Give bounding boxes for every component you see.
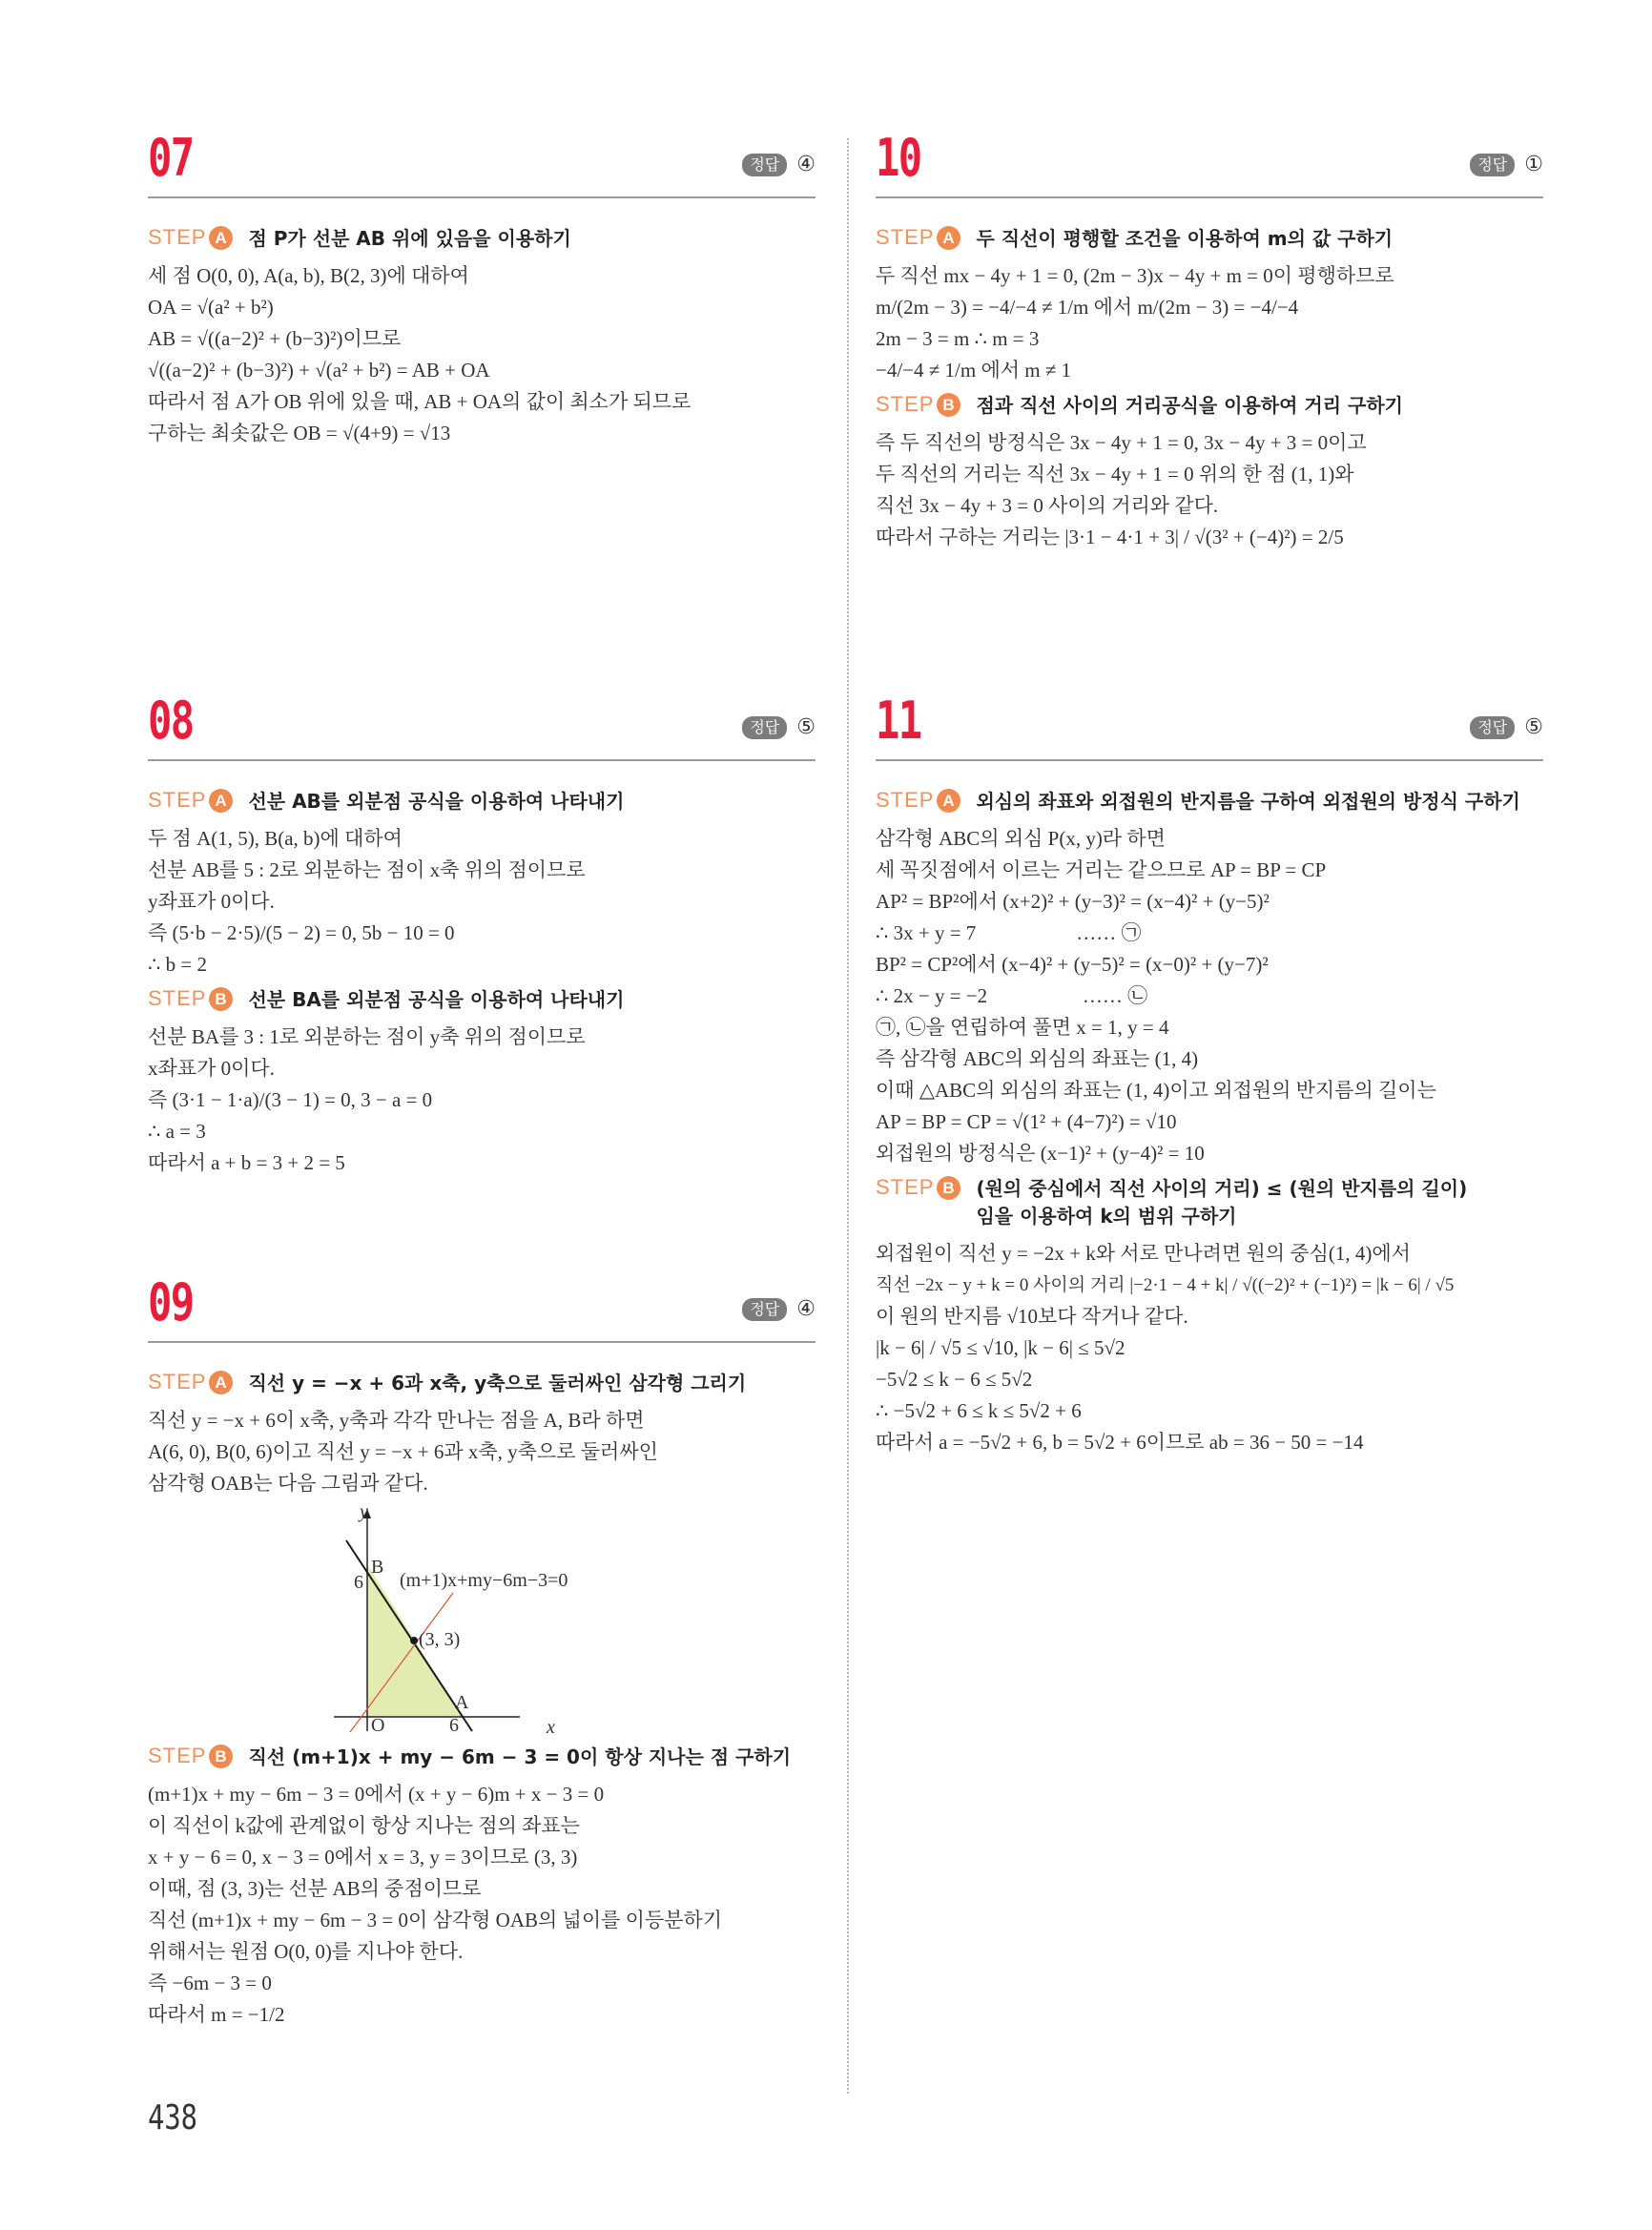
solution-line: 외접원이 직선 y = −2x + k와 서로 만나려면 원의 중심(1, 4)에서 [876, 1242, 1411, 1265]
problem-number: 11 [876, 691, 921, 751]
solution-line: 두 직선의 거리는 직선 3x − 4y + 1 = 0 위의 한 점 (1, 1)와 [876, 463, 1354, 485]
solution-line: ∴ −5√2 + 6 ≤ k ≤ 5√2 + 6 [876, 1399, 1082, 1422]
solution-line: 이 원의 반지름 √10보다 작거나 같다. [876, 1305, 1188, 1328]
problem-body [876, 198, 1543, 553]
solution-line: 두 직선 mx − 4y + 1 = 0, (2m − 3)x − 4y + m = 0이 평행하므로 [876, 264, 1394, 287]
solution-line: BP² = CP²에서 (x−4)² + (y−5)² = (x−0)² + (y−7)² [876, 953, 1269, 976]
answer-label: 정답 [1470, 716, 1515, 739]
problem-body [148, 1343, 816, 2031]
step-badge-icon: B [209, 987, 233, 1011]
solution-line: |k − 6| / √5 ≤ √10, |k − 6| ≤ 5√2 [876, 1336, 1125, 1359]
graph-svg [329, 1507, 577, 1736]
problem-number: 07 [148, 128, 194, 188]
solution-line: 세 꼭짓점에서 이르는 거리는 같으므로 AP = BP = CP [876, 858, 1327, 881]
solution-line: 위해서는 원점 O(0, 0)를 지나야 한다. [148, 1940, 464, 1963]
step-badge-icon: A [209, 226, 233, 250]
problem-header [148, 128, 816, 198]
solution-line: −4/−4 ≠ 1/m 에서 m ≠ 1 [876, 359, 1072, 382]
solution-line: 즉 두 직선의 방정식은 3x − 4y + 1 = 0, 3x − 4y + 3 = 0이고 [876, 431, 1367, 454]
step-badge-icon: B [209, 1745, 233, 1768]
solution-line: ∴ b = 2 [148, 953, 207, 976]
solution-line: 선분 BA를 3 : 1로 외분하는 점이 y축 위의 점이므로 [148, 1025, 586, 1048]
x-axis-label: x [547, 1717, 555, 1738]
solution-line: 삼각형 ABC의 외심 P(x, y)라 하면 [876, 827, 1166, 850]
answer-label: 정답 [742, 1298, 787, 1321]
step-tag: STEP A [876, 225, 960, 250]
answer-value: ⑤ [1524, 715, 1543, 739]
solution-line: 직선 y = −x + 6이 x축, y축과 각각 만나는 점을 A, B라 하면 [148, 1409, 645, 1432]
solution-line: 즉 삼각형 ABC의 외심의 좌표는 (1, 4) [876, 1047, 1199, 1070]
step-tag: STEP B [876, 392, 960, 417]
step-a [148, 225, 816, 253]
problem-header [148, 1272, 816, 1343]
solution-line: 따라서 구하는 거리는 |3·1 − 4·1 + 3| / √(3² + (−4)²) = 2/5 [876, 526, 1344, 548]
page-number: 438 [148, 2098, 198, 2137]
solution-line: 즉 (3·1 − 1·a)/(3 − 1) = 0, 3 − a = 0 [148, 1088, 433, 1111]
answer-label: 정답 [1470, 154, 1515, 176]
step-tag: STEP A [148, 788, 233, 813]
answer-box [742, 715, 816, 739]
point-3-3-marker [410, 1637, 418, 1644]
step-title: 선분 BA를 외분점 공식을 이용하여 나타내기 [248, 988, 625, 1011]
step-a [148, 788, 816, 816]
solution-line: 삼각형 OAB는 다음 그림과 같다. [148, 1472, 428, 1495]
step-tag: STEP A [148, 1370, 233, 1394]
problem-body [148, 198, 816, 449]
answer-label: 정답 [742, 154, 787, 176]
answer-value: ① [1524, 153, 1543, 176]
problem-header [876, 128, 1543, 198]
solution-line: x + y − 6 = 0, x − 3 = 0에서 x = 3, y = 3이므로 (3, 3) [148, 1846, 578, 1869]
solution-line: −5√2 ≤ k − 6 ≤ 5√2 [876, 1368, 1033, 1391]
answer-label: 정답 [742, 716, 787, 739]
solution-line: AB = √((a−2)² + (b−3)²)이므로 [148, 327, 402, 350]
solution-line: 직선 (m+1)x + my − 6m − 3 = 0이 삼각형 OAB의 넓이를 이등분하기 [148, 1909, 723, 1931]
answer-box [1470, 153, 1543, 176]
problem-11 [876, 691, 1543, 1458]
step-a [876, 788, 1543, 816]
step-title: 직선 y = −x + 6과 x축, y축으로 둘러싸인 삼각형 그리기 [248, 1372, 747, 1394]
y-axis-label: y [360, 1501, 368, 1522]
step-a [876, 225, 1543, 253]
solution-line: 이때 △ABC의 외심의 좌표는 (1, 4)이고 외접원의 반지름의 길이는 [876, 1079, 1436, 1102]
solution-line: 세 점 O(0, 0), A(a, b), B(2, 3)에 대하여 [148, 264, 469, 287]
problem-07 [148, 128, 816, 449]
solution-line: ∴ 3x + y = 7 …… ㉠ [876, 921, 1142, 944]
solution-line: 구하는 최솟값은 OB = √(4+9) = √13 [148, 422, 451, 444]
step-tag: STEP B [148, 986, 233, 1011]
triangle-graph [329, 1501, 577, 1738]
solution-line: 외접원의 방정식은 (x−1)² + (y−4)² = 10 [876, 1142, 1205, 1165]
solution-line: x좌표가 0이다. [148, 1057, 275, 1080]
problem-number: 09 [148, 1272, 194, 1332]
step-title: 두 직선이 평행할 조건을 이용하여 m의 값 구하기 [976, 227, 1394, 250]
step-title: 선분 AB를 외분점 공식을 이용하여 나타내기 [248, 790, 625, 813]
answer-box [742, 1297, 816, 1321]
solution-line: √((a−2)² + (b−3)²) + √(a² + b²) = AB + OA [148, 359, 490, 382]
step-b [876, 1175, 1543, 1230]
solution-line: OA = √(a² + b²) [148, 296, 274, 319]
step-a [148, 1370, 816, 1397]
step-tag: STEP B [876, 1175, 960, 1200]
origin-label: O [371, 1715, 385, 1736]
step-b [148, 986, 816, 1014]
solution-line: 직선 3x − 4y + 3 = 0 사이의 거리와 같다. [876, 494, 1219, 517]
solution-line: 따라서 a = −5√2 + 6, b = 5√2 + 6이므로 ab = 36 − 50 = −14 [876, 1431, 1364, 1454]
problem-09 [148, 1272, 816, 2031]
solution-line: 즉 −6m − 3 = 0 [148, 1972, 272, 1994]
solution-line: 선분 AB를 5 : 2로 외분하는 점이 x축 위의 점이므로 [148, 858, 586, 881]
step-b [876, 392, 1543, 420]
problem-header [148, 691, 816, 761]
step-badge-icon: A [209, 1371, 233, 1394]
answer-value: ⑤ [796, 715, 816, 739]
solution-line: 이 직선이 k값에 관계없이 항상 지나는 점의 좌표는 [148, 1814, 580, 1837]
step-title: 점과 직선 사이의 거리공식을 이용하여 거리 구하기 [976, 394, 1403, 417]
step-badge-icon: B [937, 393, 960, 417]
step-tag: STEP A [876, 788, 960, 813]
solution-line: AP = BP = CP = √(1² + (4−7)²) = √10 [876, 1110, 1177, 1133]
solution-line: 이때, 점 (3, 3)는 선분 AB의 중점이므로 [148, 1877, 482, 1900]
solution-line: 따라서 a + b = 3 + 2 = 5 [148, 1151, 345, 1174]
problem-10 [876, 128, 1543, 553]
problem-body [148, 761, 816, 1179]
step-tag: STEP A [148, 225, 233, 250]
solution-line: 따라서 점 A가 OB 위에 있을 때, AB + OA의 값이 최소가 되므로 [148, 390, 692, 413]
step-badge-icon: A [209, 789, 233, 813]
solution-line: A(6, 0), B(0, 6)이고 직선 y = −x + 6과 x축, y축으로 둘러싸인 [148, 1440, 658, 1463]
solution-line: m/(2m − 3) = −4/−4 ≠ 1/m 에서 m/(2m − 3) = −4/−4 [876, 296, 1299, 319]
step-title: (원의 중심에서 직선 사이의 거리) ≤ (원의 반지름의 길이)임을 이용하여 k의 범위 구하기 [976, 1177, 1468, 1228]
solution-line: 따라서 m = −1/2 [148, 2003, 285, 2026]
step-title: 외심의 좌표와 외접원의 반지름을 구하여 외접원의 방정식 구하기 [976, 790, 1520, 813]
answer-box [1470, 715, 1543, 739]
problem-number: 08 [148, 691, 194, 751]
problem-body [876, 761, 1543, 1458]
point-b-label: B [371, 1557, 384, 1578]
answer-box [742, 153, 816, 176]
problem-08 [148, 691, 816, 1179]
step-tag: STEP B [148, 1744, 233, 1768]
solution-line: ∴ a = 3 [148, 1120, 206, 1143]
solution-line: ∴ 2x − y = −2 …… ㉡ [876, 984, 1148, 1007]
tick-y-label: 6 [354, 1572, 363, 1593]
answer-value: ④ [796, 153, 816, 176]
point-3-3-label: (3, 3) [419, 1629, 461, 1650]
step-badge-icon: A [937, 226, 960, 250]
step-badge-icon: A [937, 789, 960, 813]
point-a-label: A [455, 1692, 469, 1713]
problem-number: 10 [876, 128, 921, 188]
line-equation-label: (m+1)x+my−6m−3=0 [400, 1570, 568, 1591]
step-b [148, 1744, 816, 1771]
answer-value: ④ [796, 1297, 816, 1321]
problem-header [876, 691, 1543, 761]
solution-line: ㉠, ㉡을 연립하여 풀면 x = 1, y = 4 [876, 1016, 1169, 1039]
column-divider [847, 138, 849, 2094]
step-badge-icon: B [937, 1176, 960, 1200]
step-title: 직선 (m+1)x + my − 6m − 3 = 0이 항상 지나는 점 구하기 [248, 1745, 792, 1768]
solution-line: 즉 (5·b − 2·5)/(5 − 2) = 0, 5b − 10 = 0 [148, 921, 455, 944]
solution-line: 두 점 A(1, 5), B(a, b)에 대하여 [148, 827, 403, 850]
tick-x-label: 6 [449, 1715, 459, 1736]
solution-line: AP² = BP²에서 (x+2)² + (y−3)² = (x−4)² + (y−5)² [876, 890, 1270, 913]
solution-line: 직선 −2x − y + k = 0 사이의 거리 |−2·1 − 4 + k| / √((−2)² + (−1)²) = |k − 6| / √5 [876, 1275, 1455, 1295]
solution-line: 2m − 3 = m ∴ m = 3 [876, 327, 1040, 350]
step-title: 점 P가 선분 AB 위에 있음을 이용하기 [248, 227, 571, 250]
solution-line: y좌표가 0이다. [148, 890, 275, 913]
solution-line: (m+1)x + my − 6m − 3 = 0에서 (x + y − 6)m + x − 3 = 0 [148, 1783, 605, 1806]
